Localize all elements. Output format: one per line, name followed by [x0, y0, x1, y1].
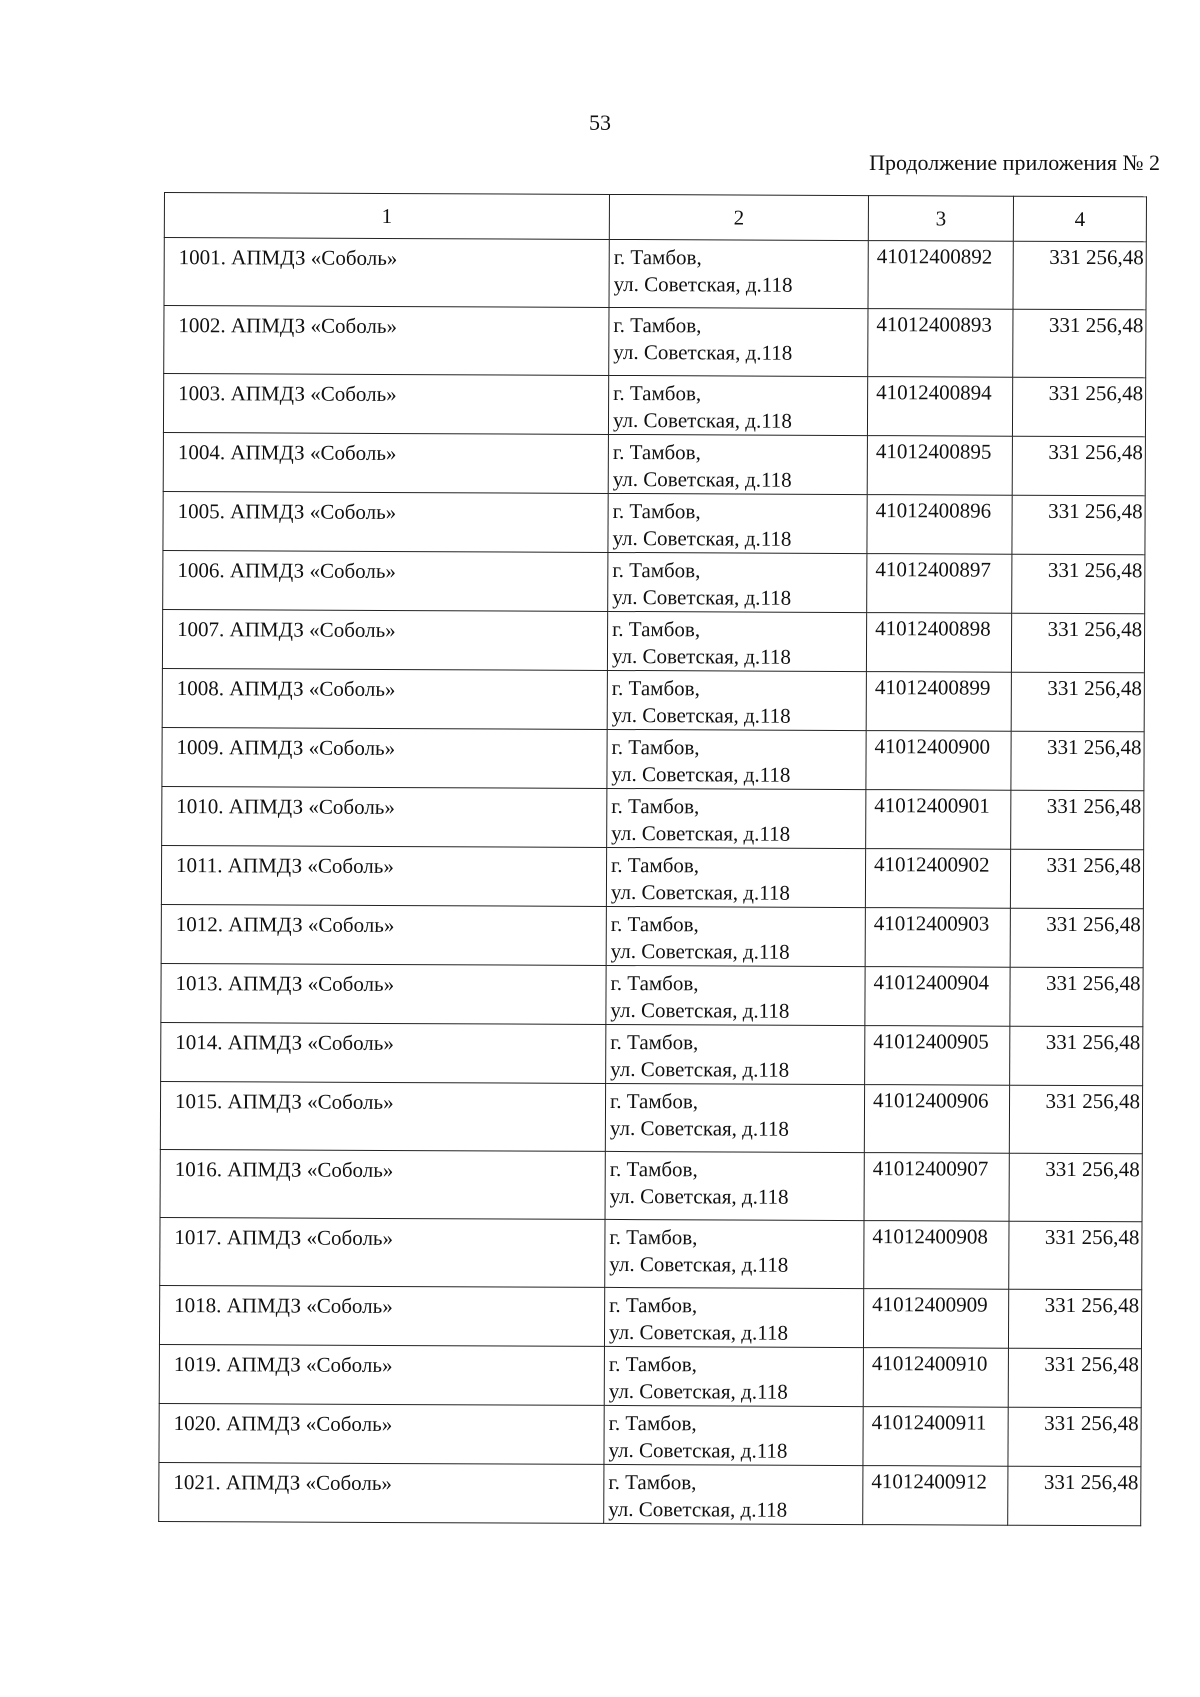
value-cell: 331 256,48: [1011, 672, 1144, 732]
table-row: [162, 727, 1144, 790]
address-street: ул. Советская, д.118: [613, 339, 793, 365]
address-city: г. Тамбов,: [609, 1224, 698, 1250]
value-cell: 331 256,48: [1011, 790, 1144, 850]
address-city: г. Тамбов,: [609, 1088, 699, 1114]
address-street: ул. Советская, д.118: [612, 525, 792, 551]
address-cell: [608, 375, 867, 435]
address-city: г. Тамбов,: [609, 1292, 698, 1318]
address-city: г. Тамбов,: [613, 380, 702, 406]
inventory-number-cell: 41012400909: [863, 1289, 1008, 1349]
address-cell: [604, 1346, 863, 1406]
value-cell: 331 256,48: [1008, 1466, 1141, 1526]
address-street: ул. Советская, д.118: [612, 584, 792, 610]
table-row: [161, 845, 1143, 908]
address-cell: [606, 965, 865, 1025]
address-street: ул. Советская, д.118: [612, 466, 792, 492]
inventory-table: [158, 192, 1147, 1526]
address-cell: [608, 493, 867, 553]
column-header-3: 3: [868, 196, 1013, 242]
address-cell: [606, 847, 865, 907]
item-name-cell: 1019. АПМДЗ «Соболь»: [159, 1344, 604, 1405]
address-city: г. Тамбов,: [612, 439, 701, 465]
item-name-cell: 1011. АПМДЗ «Соболь»: [161, 845, 606, 906]
address-city: г. Тамбов,: [612, 616, 701, 642]
table-row: [160, 1149, 1142, 1221]
item-name-cell: 1021. АПМДЗ «Соболь»: [159, 1462, 604, 1523]
inventory-number-cell: 41012400899: [866, 672, 1011, 732]
address-cell: [608, 552, 867, 612]
item-name-cell: 1005. АПМДЗ «Соболь»: [163, 491, 608, 552]
address-street: ул. Советская, д.118: [610, 879, 790, 905]
item-name-cell: 1007. АПМДЗ «Соболь»: [162, 609, 607, 670]
table-row: [163, 432, 1145, 495]
value-cell: 331 256,48: [1012, 377, 1145, 437]
address-cell: [604, 1287, 863, 1347]
value-cell: 331 256,48: [1012, 554, 1145, 614]
address-city: г. Тамбов,: [608, 1351, 697, 1377]
inventory-table-wrapper: [158, 192, 1146, 1526]
address-cell: [607, 611, 866, 671]
table-row: [163, 550, 1145, 613]
address-city: г. Тамбов,: [613, 244, 702, 270]
item-name-cell: 1003. АПМДЗ «Соболь»: [163, 374, 608, 435]
address-cell: [609, 239, 868, 308]
address-street: ул. Советская, д.118: [609, 1251, 789, 1277]
item-name-cell: 1010. АПМДЗ «Соболь»: [162, 786, 607, 847]
inventory-number-cell: 41012400894: [867, 377, 1012, 437]
address-street: ул. Советская, д.118: [609, 1115, 789, 1141]
item-name-cell: 1002. АПМДЗ «Соболь»: [164, 306, 609, 376]
inventory-number-cell: 41012400906: [864, 1085, 1009, 1154]
address-city: г. Тамбов,: [610, 970, 699, 996]
item-name-cell: 1013. АПМДЗ «Соболь»: [161, 963, 606, 1024]
inventory-number-cell: 41012400903: [865, 908, 1010, 968]
item-name-cell: 1018. АПМДЗ «Соболь»: [159, 1285, 604, 1346]
value-cell: 331 256,48: [1008, 1289, 1141, 1349]
address-city: г. Тамбов,: [611, 852, 700, 878]
table-row: [163, 491, 1145, 554]
address-cell: [607, 788, 866, 848]
table-row: [159, 1403, 1141, 1466]
table-row: [161, 963, 1143, 1026]
address-cell: [609, 307, 868, 376]
inventory-number-cell: 41012400895: [867, 436, 1012, 496]
item-name-cell: 1001. АПМДЗ «Соболь»: [164, 238, 609, 308]
table-row: [160, 1081, 1142, 1153]
value-cell: 331 256,48: [1009, 1221, 1142, 1290]
address-cell: [606, 1024, 865, 1084]
address-street: ул. Советская, д.118: [613, 271, 793, 297]
address-city: г. Тамбов,: [612, 498, 701, 524]
item-name-cell: 1008. АПМДЗ «Соболь»: [162, 668, 607, 729]
inventory-number-cell: 41012400893: [868, 309, 1013, 378]
inventory-number-cell: 41012400902: [865, 849, 1010, 909]
inventory-number-cell: 41012400905: [865, 1026, 1010, 1086]
column-header-2: 2: [609, 194, 868, 240]
address-cell: [608, 434, 867, 494]
value-cell: 331 256,48: [1011, 613, 1144, 673]
table-header-row: [164, 193, 1146, 242]
item-name-cell: 1004. АПМДЗ «Соболь»: [163, 432, 608, 493]
item-name-cell: 1020. АПМДЗ «Соболь»: [159, 1403, 604, 1464]
address-street: ул. Советская, д.118: [610, 997, 790, 1023]
address-city: г. Тамбов,: [611, 734, 700, 760]
table-row: [162, 786, 1144, 849]
table-row: [159, 1344, 1141, 1407]
inventory-number-cell: 41012400892: [868, 241, 1013, 310]
address-street: ул. Советская, д.118: [608, 1319, 789, 1345]
address-city: г. Тамбов,: [609, 1156, 698, 1182]
page-number: 53: [589, 110, 611, 135]
address-city: г. Тамбов,: [613, 312, 702, 338]
address-city: г. Тамбов,: [608, 1410, 697, 1436]
inventory-number-cell: 41012400907: [864, 1153, 1009, 1222]
address-street: ул. Советская, д.118: [612, 407, 793, 433]
item-name-cell: 1009. АПМДЗ «Соболь»: [162, 727, 607, 788]
address-street: ул. Советская, д.118: [611, 643, 791, 669]
address-cell: [604, 1405, 863, 1465]
table-row: [162, 609, 1144, 672]
table-row: [161, 904, 1143, 967]
value-cell: 331 256,48: [1010, 849, 1143, 909]
address-street: ул. Советская, д.118: [608, 1437, 788, 1463]
address-street: ул. Советская, д.118: [611, 820, 791, 846]
column-header-4: 4: [1013, 196, 1146, 242]
inventory-number-cell: 41012400901: [866, 790, 1011, 850]
inventory-number-cell: 41012400897: [867, 554, 1012, 614]
table-row: [164, 238, 1146, 310]
table-row: [159, 1285, 1141, 1348]
value-cell: 331 256,48: [1010, 967, 1143, 1027]
table-row: [159, 1462, 1141, 1525]
address-city: г. Тамбов,: [612, 557, 701, 583]
address-cell: [605, 1219, 864, 1288]
value-cell: 331 256,48: [1012, 495, 1145, 555]
address-city: г. Тамбов,: [608, 1469, 697, 1495]
inventory-number-cell: 41012400898: [866, 613, 1011, 673]
item-name-cell: 1006. АПМДЗ «Соболь»: [163, 550, 608, 611]
table-row: [164, 306, 1146, 378]
inventory-number-cell: 41012400911: [863, 1407, 1008, 1467]
inventory-number-cell: 41012400910: [863, 1348, 1008, 1408]
table-row: [163, 374, 1145, 437]
item-name-cell: 1017. АПМДЗ «Соболь»: [160, 1217, 605, 1287]
continuation-label: Продолжение приложения № 2: [869, 150, 1160, 175]
address-city: г. Тамбов,: [611, 675, 700, 701]
address-cell: [605, 1083, 864, 1152]
value-cell: 331 256,48: [1010, 908, 1143, 968]
value-cell: 331 256,48: [1009, 1085, 1142, 1154]
inventory-number-cell: 41012400900: [866, 731, 1011, 791]
address-street: ул. Советская, д.118: [609, 1183, 789, 1209]
inventory-number-cell: 41012400912: [863, 1466, 1008, 1526]
address-cell: [607, 670, 866, 730]
table-row: [160, 1217, 1142, 1289]
item-name-cell: 1015. АПМДЗ «Соболь»: [160, 1081, 605, 1151]
address-street: ул. Советская, д.118: [608, 1496, 788, 1522]
address-street: ул. Советская, д.118: [611, 702, 791, 728]
value-cell: 331 256,48: [1010, 1026, 1143, 1086]
inventory-number-cell: 41012400908: [864, 1221, 1009, 1290]
inventory-number-cell: 41012400896: [867, 495, 1012, 555]
address-cell: [606, 906, 865, 966]
address-cell: [605, 1151, 864, 1220]
value-cell: 331 256,48: [1008, 1407, 1141, 1467]
address-street: ул. Советская, д.118: [608, 1378, 788, 1404]
value-cell: 331 256,48: [1013, 241, 1146, 310]
item-name-cell: 1016. АПМДЗ «Соболь»: [160, 1149, 605, 1219]
address-street: ул. Советская, д.118: [610, 938, 790, 964]
address-cell: [604, 1464, 863, 1524]
inventory-number-cell: 41012400904: [865, 967, 1010, 1027]
value-cell: 331 256,48: [1011, 731, 1144, 791]
value-cell: 331 256,48: [1013, 309, 1146, 378]
value-cell: 331 256,48: [1012, 436, 1145, 496]
address-city: г. Тамбов,: [610, 911, 699, 937]
table-row: [161, 1022, 1143, 1085]
address-city: г. Тамбов,: [610, 1029, 699, 1055]
value-cell: 331 256,48: [1009, 1153, 1142, 1222]
table-body: [159, 238, 1147, 1526]
table-row: [162, 668, 1144, 731]
address-street: ул. Советская, д.118: [611, 761, 791, 787]
item-name-cell: 1014. АПМДЗ «Соболь»: [161, 1022, 606, 1083]
column-header-1: 1: [164, 193, 609, 240]
address-city: г. Тамбов,: [611, 793, 700, 819]
address-street: ул. Советская, д.118: [610, 1056, 790, 1082]
value-cell: 331 256,48: [1008, 1348, 1141, 1408]
item-name-cell: 1012. АПМДЗ «Соболь»: [161, 904, 606, 965]
address-cell: [607, 729, 866, 789]
